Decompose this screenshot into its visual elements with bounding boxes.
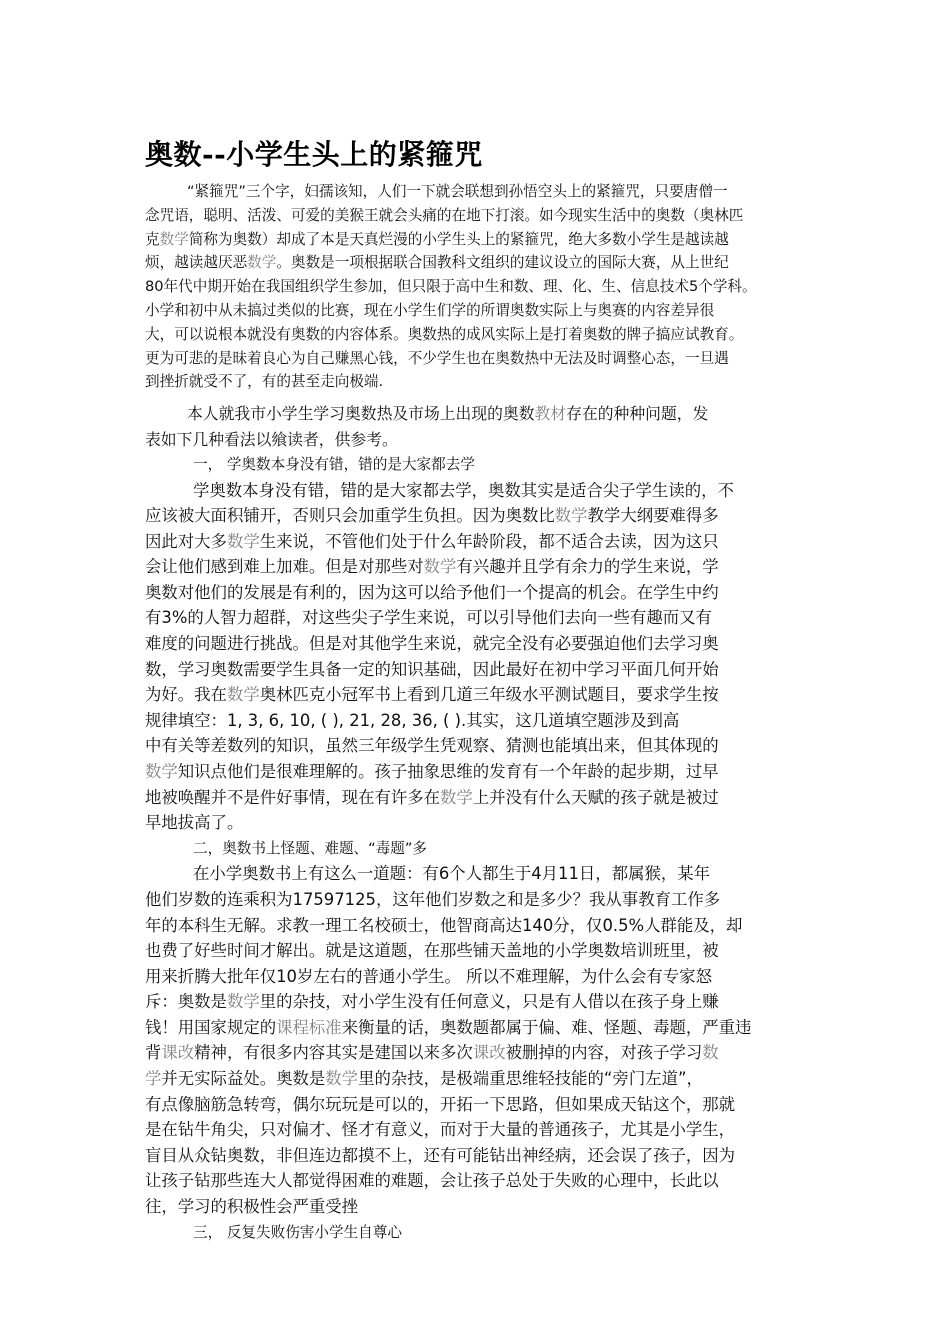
text-run: 他们岁数的连乘积为17597125，这年他们岁数之和是多少？我从事教育工作多 <box>145 889 721 909</box>
text-run: 奥数对他们的发展是有利的，因为这可以给予他们一个提高的机会。在学生中约 <box>145 582 719 602</box>
text-run: 中有关等差数列的知识，虽然三年级学生凭观察、猜测也能填出来，但其体现的 <box>145 736 719 756</box>
keyword-link[interactable]: 数学 <box>554 506 588 526</box>
text-run: 烦，越读越厌恶 <box>145 254 248 272</box>
text-run: 精神，有很多内容其实是建国以来多次 <box>194 1043 473 1063</box>
text-run: 上并没有什么天赋的孩子就是被过 <box>472 787 719 807</box>
section2-line <box>145 1092 751 1118</box>
text-run: 里的杂技，是极端重思维轻技能的“旁门左道”， <box>358 1069 703 1089</box>
keyword-link[interactable]: 学 <box>145 1069 162 1089</box>
section1-line <box>145 657 751 683</box>
page-title: 奥数--小学生头上的紧箍咒 <box>145 138 483 171</box>
text-run: 来衡量的话，奥数题都属于偏、难、怪题、毒题，严重违 <box>341 1017 752 1037</box>
text-run: 念咒语，聪明、活泼、可爱的美猴王就会头痛的在地下打滚。如今现实生活中的奥数（奥林匹 <box>145 206 744 224</box>
text-run: 更为可悲的是昧着良心为自己赚黑心钱，不少学生也在奥数热中无法及时调整心态，一旦遇 <box>145 349 729 367</box>
text-run: 大，可以说根本就没有奥数的内容体系。奥数热的成风实际上是打着奥数的牌子搞应试教育。 <box>145 325 744 343</box>
text-run: 有兴趣并且学有余力的学生来说，学 <box>456 557 719 577</box>
intro-line <box>145 180 757 204</box>
keyword-link[interactable]: 数 <box>702 1043 719 1063</box>
section1-line <box>145 785 751 811</box>
text-run: 到挫折就受不了，有的甚至走向极端. <box>145 373 384 391</box>
text-run: 早地拔高了。 <box>145 813 244 833</box>
section2-line <box>145 861 751 887</box>
text-run: 存在的种种问题，发 <box>566 404 709 423</box>
text-run: 规律填空：1, 3, 6, 10, ( ), 21, 28, 36, ( ).其实，这几道填空题涉及到高 <box>145 710 680 730</box>
section1-line <box>145 708 751 734</box>
section2-line <box>145 1143 751 1169</box>
text-run: 有3%的人智力超群，对这些尖子学生来说，可以引导他们去向一些有趣而又有 <box>145 608 712 628</box>
keyword-link[interactable]: 数学 <box>226 685 260 705</box>
text-run: 本人就我市小学生学习奥数热及市场上出现的奥数 <box>187 404 535 423</box>
section1-line <box>145 733 751 759</box>
keyword-link[interactable]: 数学 <box>247 254 277 272</box>
text-run: 用来折腾大批年仅10岁左右的普通小学生。 所以不难理解，为什么会有专家怒 <box>145 966 712 986</box>
intro-line <box>145 275 757 299</box>
text-run: 有点像脑筋急转弯，偶尔玩玩是可以的，开拓一下思路，但如果成天钻这个，那就 <box>145 1094 736 1114</box>
keyword-link[interactable]: 数学 <box>423 557 457 577</box>
section2-line <box>145 1168 751 1194</box>
section-heading-3: 三， 反复失败伤害小学生自尊心 <box>193 1223 402 1241</box>
keyword-link[interactable]: 数学 <box>159 230 189 248</box>
text-run: 年的本科生无解。求教一理工名校硕士，他智商高达140分，仅0.5%人群能及，却 <box>145 915 743 935</box>
section2-line <box>145 1015 751 1041</box>
intro-line <box>145 251 757 275</box>
intro-line <box>145 323 757 347</box>
text-run: 背 <box>145 1043 162 1063</box>
intro-paragraph <box>145 180 757 394</box>
text-run: 为好。我在 <box>145 685 227 705</box>
text-run: 简称为奥数）却成了本是天真烂漫的小学生头上的紧箍咒，绝大多数小学生是越读越 <box>188 230 729 248</box>
keyword-link[interactable]: 数学 <box>226 992 260 1012</box>
section2-line <box>145 964 751 990</box>
text-run: 被删掉的内容，对孩子学习 <box>505 1043 703 1063</box>
text-run: 因此对大多 <box>145 531 227 551</box>
text-run: 小学和初中从未搞过类似的比赛，现在小学生们学的所谓奥数实际上与奥赛的内容差异很 <box>145 301 715 319</box>
section2-line <box>145 938 751 964</box>
text-run: 盲目从众钻奥数，非但连边都摸不上，还有可能钻出神经病，还会误了孩子，因为 <box>145 1145 736 1165</box>
text-run: 。奥数是一项根据联合国教科文组织的建议设立的国际大赛，从上世纪 <box>276 254 729 272</box>
text-run: 并无实际益处。奥数是 <box>161 1069 326 1089</box>
section1-line <box>145 529 751 555</box>
keyword-link[interactable]: 教材 <box>534 404 567 423</box>
section2-line <box>145 887 751 913</box>
text-run: 生来说，不管他们处于什么年龄阶段，都不适合去读，因为这只 <box>259 531 719 551</box>
text-run: 往，学习的积极性会严重受挫 <box>145 1197 359 1217</box>
section1-line <box>145 759 751 785</box>
section1-line <box>145 810 751 836</box>
text-run: 会让他们感到难上加难。但是对那些对 <box>145 557 424 577</box>
text-run: 斥：奥数是 <box>145 992 227 1012</box>
keyword-link[interactable]: 课程标准 <box>276 1017 342 1037</box>
section2-line <box>145 913 751 939</box>
keyword-link[interactable]: 课改 <box>161 1043 195 1063</box>
section-heading-2: 二，奥数书上怪题、难题、“毒题”多 <box>193 839 428 857</box>
section2-line <box>145 1040 751 1066</box>
text-run: 奥林匹克小冠军书上看到几道三年级水平测试题目，要求学生按 <box>259 685 719 705</box>
keyword-link[interactable]: 数学 <box>325 1069 359 1089</box>
text-run: 表如下几种看法以飨读者，供参考。 <box>145 429 398 449</box>
text-run: 应该被大面积铺开，否则只会加重学生负担。因为奥数比 <box>145 506 555 526</box>
keyword-link[interactable]: 数学 <box>226 531 260 551</box>
keyword-link[interactable]: 数学 <box>440 787 473 807</box>
text-run: 是在钻牛角尖，只对偏才、怪才有意义，而对于大量的普通孩子，尤其是小学生， <box>145 1120 736 1140</box>
intro-line <box>145 204 757 228</box>
text-run: 在小学奥数书上有这么一道题：有6个人都生于4月11日，都属猴，某年 <box>193 864 711 884</box>
intro-line <box>145 347 757 371</box>
section1-line <box>145 682 751 708</box>
intro-line <box>145 299 757 323</box>
section1-line <box>145 503 751 529</box>
text-run: 克 <box>145 230 160 248</box>
section1-line <box>145 605 751 631</box>
keyword-link[interactable]: 课改 <box>472 1043 506 1063</box>
text-run: “紧箍咒”三个字，妇孺该知，人们一下就会联想到孙悟空头上的紧箍咒，只要唐僧一 <box>187 183 728 200</box>
section1-line <box>145 631 751 657</box>
opening-line <box>145 401 751 427</box>
text-run: 数，学习奥数需要学生具备一定的知识基础，因此最好在初中学习平面几何开始 <box>145 659 719 679</box>
text-run: 地被唤醒并不是件好事情，现在有许多在 <box>145 787 441 807</box>
text-run: 难度的问题进行挑战。但是对其他学生来说，就完全没有必要强迫他们去学习奥 <box>145 634 719 654</box>
text-run: 让孩子钻那些连大人都觉得困难的难题，会让孩子总处于失败的心理中，长此以 <box>145 1171 719 1191</box>
text-run: 80年代中期开始在我国组织学生参加，但只限于高中生和数、理、化、生、信息技术5个学科。 <box>145 278 757 296</box>
keyword-link[interactable]: 数学 <box>145 762 178 782</box>
section1-line <box>145 478 751 504</box>
text-run: 钱！用国家规定的 <box>145 1017 277 1037</box>
section2-line <box>145 989 751 1015</box>
opening-line <box>145 427 751 453</box>
section1-line <box>145 554 751 580</box>
section2-line <box>145 1194 751 1220</box>
intro-line <box>145 370 757 394</box>
text-run: 知识点他们是很难理解的。孩子抽象思维的发育有一个年龄的起步期，过早 <box>177 762 719 782</box>
text-run: 也费了好些时间才解出。就是这道题，在那些铺天盖地的小学奥数培训班里，被 <box>145 941 719 961</box>
text-run: 里的杂技，对小学生没有任何意义，只是有人借以在孩子身上赚 <box>259 992 719 1012</box>
section-heading-1: 一， 学奥数本身没有错，错的是大家都去学 <box>193 456 475 473</box>
article-body <box>145 401 751 1245</box>
text-run: 教学大纲要难得多 <box>587 506 719 526</box>
section2-line <box>145 1066 751 1092</box>
intro-line <box>145 228 757 252</box>
section1-line <box>145 580 751 606</box>
text-run: 学奥数本身没有错，错的是大家都去学，奥数其实是适合尖子学生读的，不 <box>193 480 734 500</box>
section2-line <box>145 1117 751 1143</box>
